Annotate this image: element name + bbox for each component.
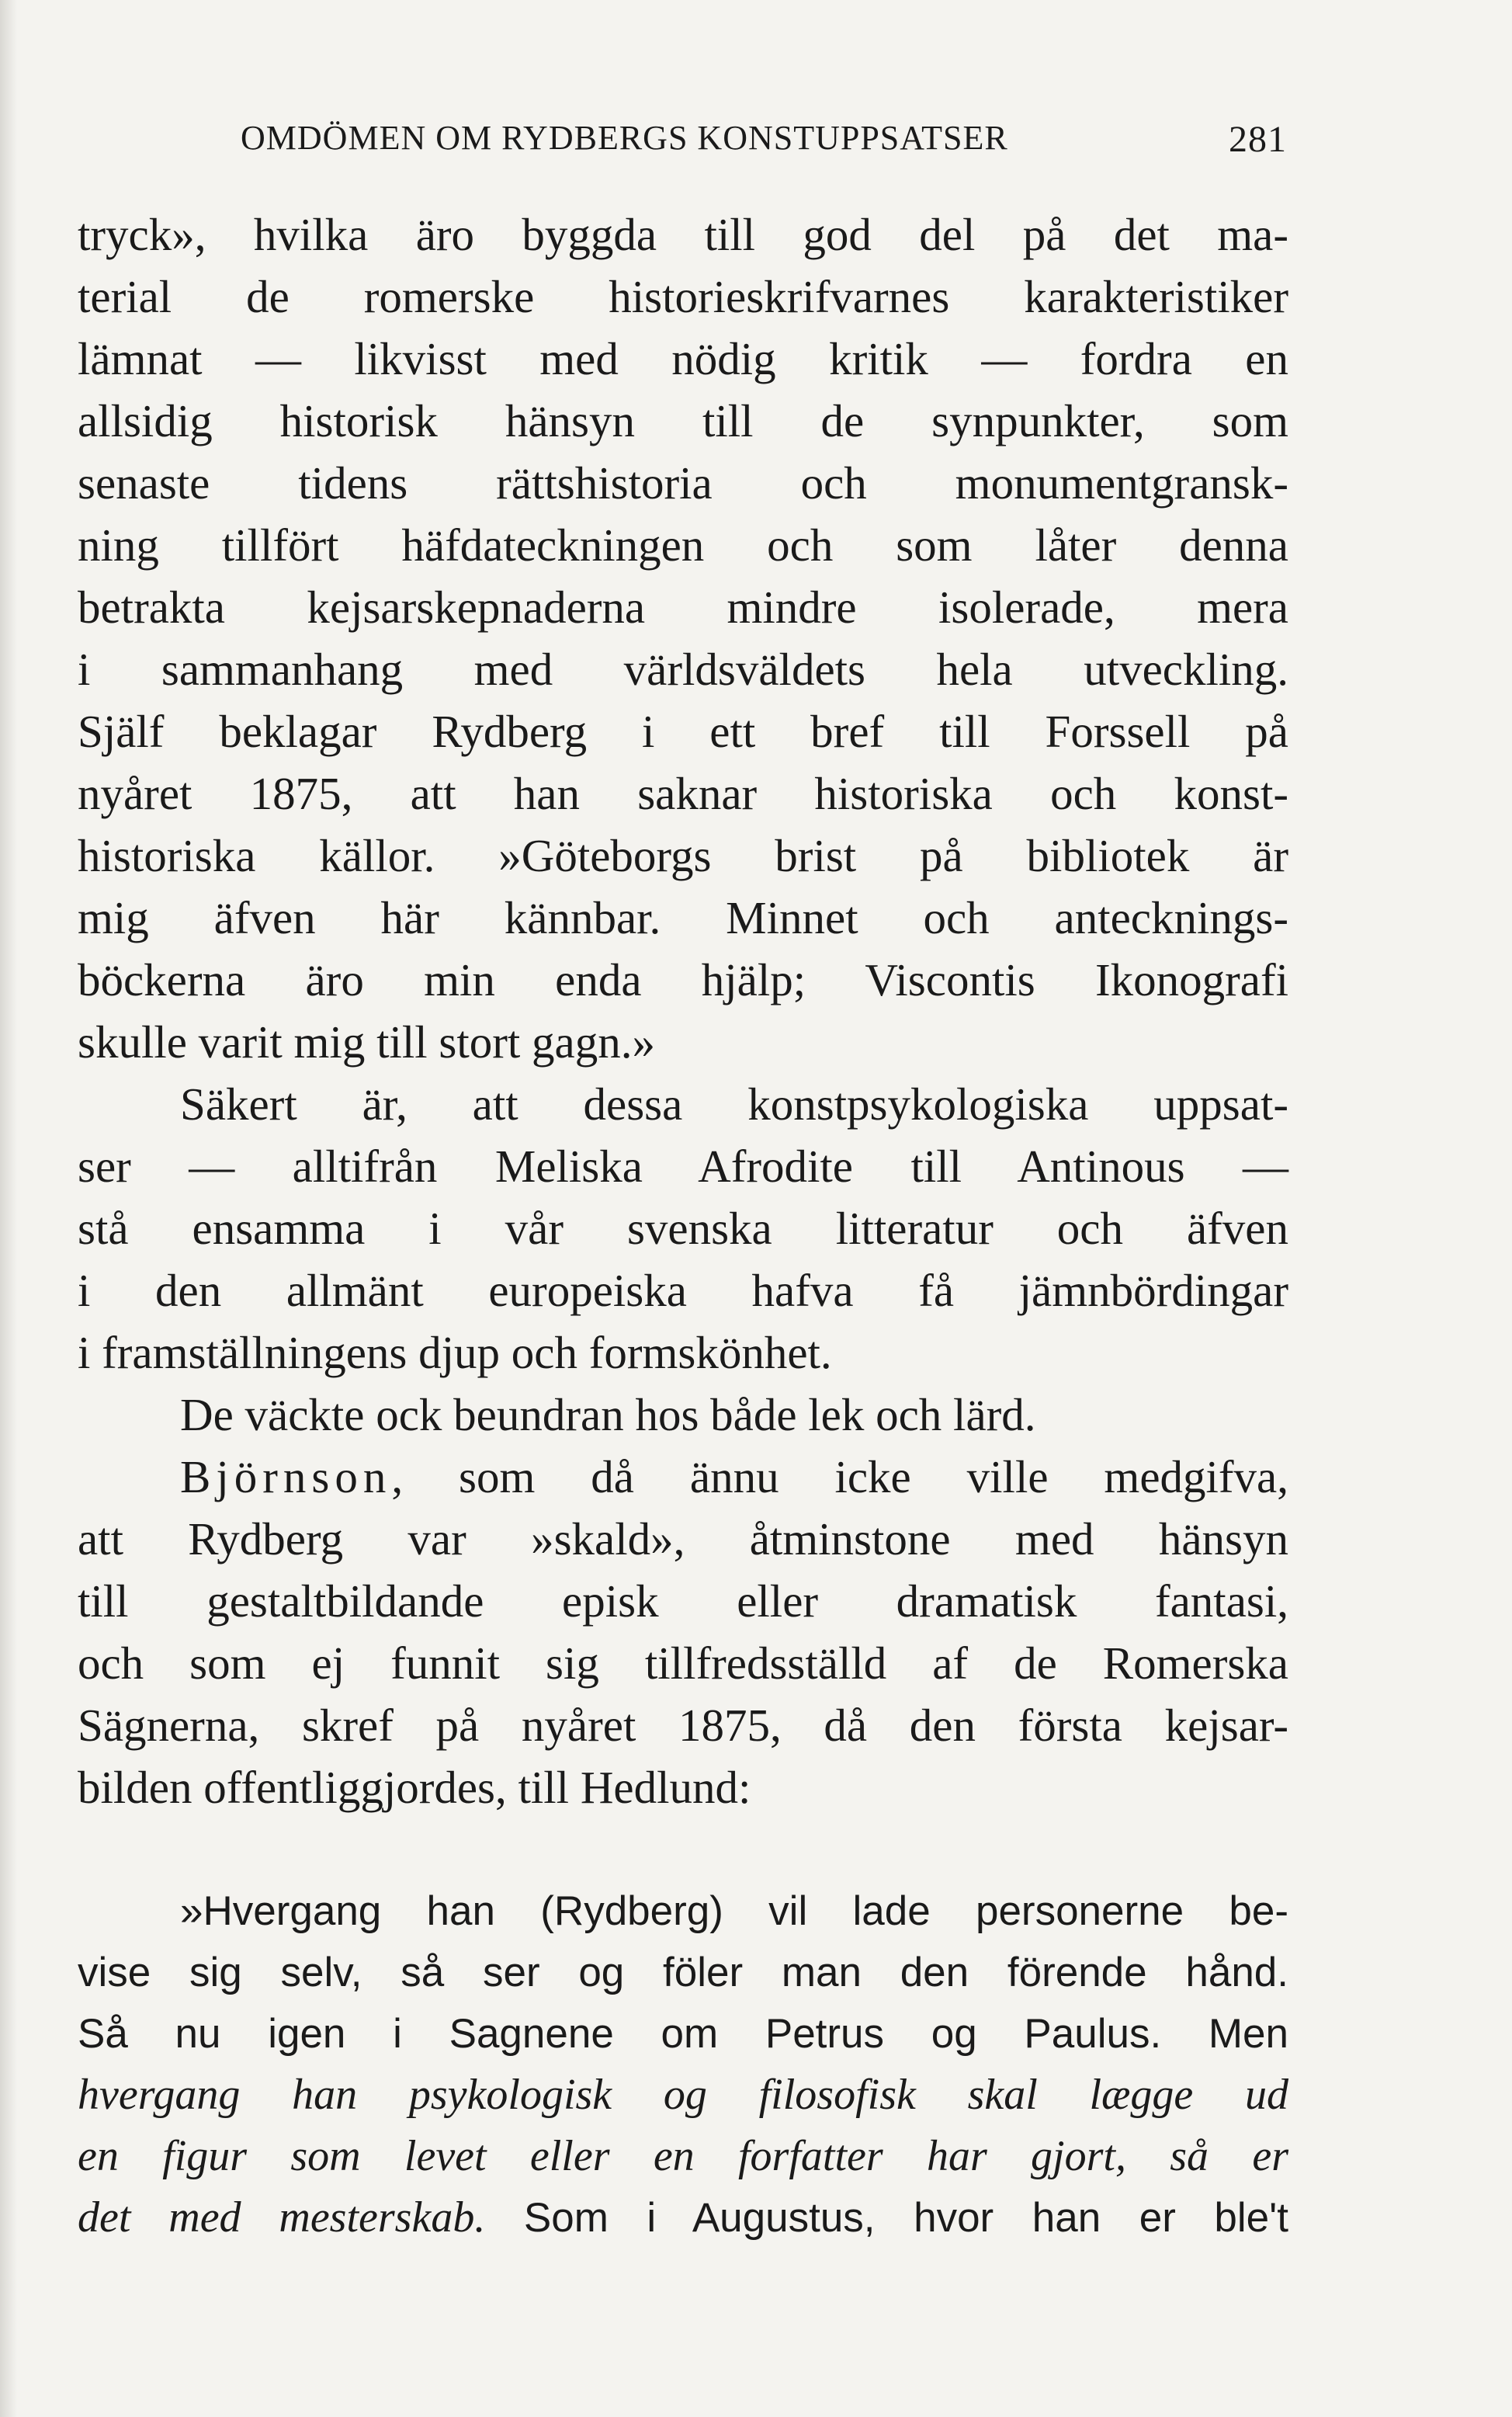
text-line: tryck», hvilka äro byggda till god del på det ma-: [78, 209, 1288, 260]
text-line: nyåret 1875, att han saknar historiska och konst-: [78, 768, 1288, 819]
text-line: ser — alltifrån Meliska Afrodite till Antinous —: [78, 1141, 1288, 1192]
text-run: Som i Augustus, hvor han er ble't: [485, 2195, 1288, 2241]
running-title: OMDÖMEN OM RYDBERGS KONSTUPPSATSER: [241, 119, 1008, 157]
italic-text: en figur som levet eller en forfatter har gjort, så er: [78, 2132, 1288, 2180]
quote-line: [78, 2065, 1288, 2126]
paragraph-first-line: Säkert är, att dessa konstpsykologiska uppsat-: [180, 1078, 1288, 1130]
text-line: ning tillfört häfdateckningen och som låter denna: [78, 519, 1288, 571]
text-line: och som ej funnit sig tillfredsställd af de Romerska: [78, 1637, 1288, 1689]
text-line: historiska källor. »Göteborgs brist på bibliotek är: [78, 830, 1288, 881]
body-text: [78, 203, 1288, 2249]
quote-line: »Hvergang han (Rydberg) vil lade personerne be-: [180, 1888, 1288, 1934]
text-line: mig äfven här kännbar. Minnet och antecknings-: [78, 892, 1288, 943]
text-line: senaste tidens rättshistoria och monumentgransk-: [78, 457, 1288, 509]
text-line: stå ensamma i vår svenska litteratur och äfven: [78, 1203, 1288, 1254]
quote-line: [78, 2187, 1288, 2249]
text-line: lämnat — likvisst med nödig kritik — fordra en: [78, 333, 1288, 384]
text-line: i sammanhang med världsväldets hela utveckling.: [78, 644, 1288, 695]
block-gap: [78, 1818, 1288, 1880]
text-line: till gestaltbildande episk eller dramatisk fantasi,: [78, 1575, 1288, 1627]
text-line: böckerna äro min enda hjälp; Viscontis Ikonografi: [78, 954, 1288, 1005]
text-line: att Rydberg var »skald», åtminstone med hänsyn: [78, 1513, 1288, 1564]
text-line: i den allmänt europeiska hafva få jämnbördingar: [78, 1265, 1288, 1316]
text-line: allsidig historisk hänsyn till de synpunkter, som: [78, 395, 1288, 446]
italic-text: hvergang han psykologisk og filosofisk skal lægge ud: [78, 2071, 1288, 2119]
text-line: i framställningens djup och formskönhet.: [78, 1327, 832, 1378]
italic-text: det med mesterskab.: [78, 2193, 486, 2242]
text-line: skulle varit mig till stort gagn.»: [78, 1016, 655, 1068]
text-line: Sägnerna, skref på nyåret 1875, då den första kejsar-: [78, 1700, 1288, 1751]
quote-line: Så nu igen i Sagnene om Petrus og Paulus. Men: [78, 2011, 1288, 2057]
paragraph-first-line: De väckte ock beundran hos både lek och lärd.: [180, 1389, 1036, 1440]
block-quote: [78, 1880, 1288, 2249]
quote-line: [78, 2126, 1288, 2187]
text-line: Själf beklagar Rydberg i ett bref till Forssell på: [78, 706, 1288, 757]
paragraph-first-line: [78, 1446, 1288, 1508]
page-number: 281: [1229, 119, 1287, 160]
quote-line: vise sig selv, så ser og föler man den förende hånd.: [78, 1950, 1288, 1995]
text-line: terial de romerske historieskrifvarnes karakteristiker: [78, 271, 1288, 322]
text-run: , som då ännu icke ville medgifva,: [391, 1451, 1288, 1502]
spaced-name: Björnson: [180, 1451, 392, 1502]
text-line: bilden offentliggjordes, till Hedlund:: [78, 1762, 751, 1813]
page-gutter-shadow: [0, 0, 17, 2417]
running-head: [241, 118, 1287, 165]
text-line: betrakta kejsarskepnaderna mindre isolerade, mera: [78, 582, 1288, 633]
